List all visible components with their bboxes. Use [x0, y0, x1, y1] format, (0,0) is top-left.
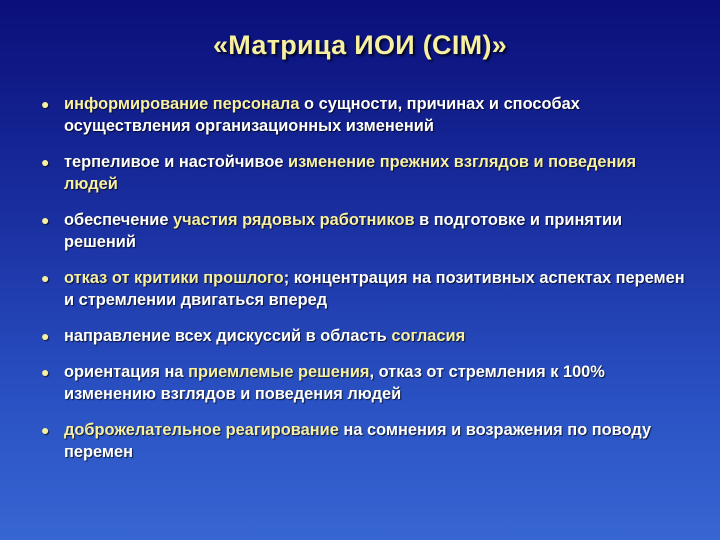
bullet-item: [38, 267, 688, 311]
highlighted-text: отказ от критики прошлого: [64, 269, 284, 287]
bullet-dot-icon: ●: [41, 364, 50, 380]
bullet-text: о сущности, причинах и способах осуществления организационных изменений: [64, 95, 580, 135]
slide-title: «Матрица ИОИ (CIM)»: [212, 30, 508, 60]
bullet-dot-icon: ●: [41, 328, 50, 344]
highlighted-text: информирование персонала: [64, 95, 300, 113]
bullet-dot-icon: ●: [41, 96, 50, 112]
bullet-item: [38, 325, 688, 347]
highlighted-text: приемлемые решения: [188, 363, 370, 381]
bullet-item: [38, 419, 688, 463]
bullet-text: направление всех дискуссий в область: [64, 327, 392, 345]
bullet-dot-icon: ●: [41, 422, 50, 438]
bullet-dot-icon: ●: [41, 212, 50, 228]
highlighted-text: доброжелательное реагирование: [64, 421, 339, 439]
bullet-text: , отказ от стремления к 100% изменению взглядов и поведения людей: [64, 363, 605, 403]
highlighted-text: участия рядовых работников: [173, 211, 415, 229]
bullet-text: на сомнения и возражения по поводу перемен: [64, 421, 652, 461]
bullet-item: [38, 209, 688, 253]
bullet-dot-icon: ●: [41, 270, 50, 286]
bullet-text: обеспечение: [64, 211, 174, 229]
bullet-item: [38, 361, 688, 405]
bullet-text: ориентация на: [64, 363, 189, 381]
bullet-item: [38, 93, 688, 137]
highlighted-text: изменение прежних взглядов и поведения людей: [64, 153, 637, 193]
bullet-item: [38, 151, 688, 195]
bullet-text: ; концентрация на позитивных аспектах перемен и стремлении двигаться вперед: [64, 269, 685, 309]
bullet-text: терпеливое и настойчивое: [64, 153, 288, 171]
bullet-list: [38, 93, 688, 477]
highlighted-text: согласия: [391, 327, 466, 345]
bullet-dot-icon: ●: [41, 154, 50, 170]
bullet-text: в подготовке и принятии решений: [64, 211, 623, 251]
